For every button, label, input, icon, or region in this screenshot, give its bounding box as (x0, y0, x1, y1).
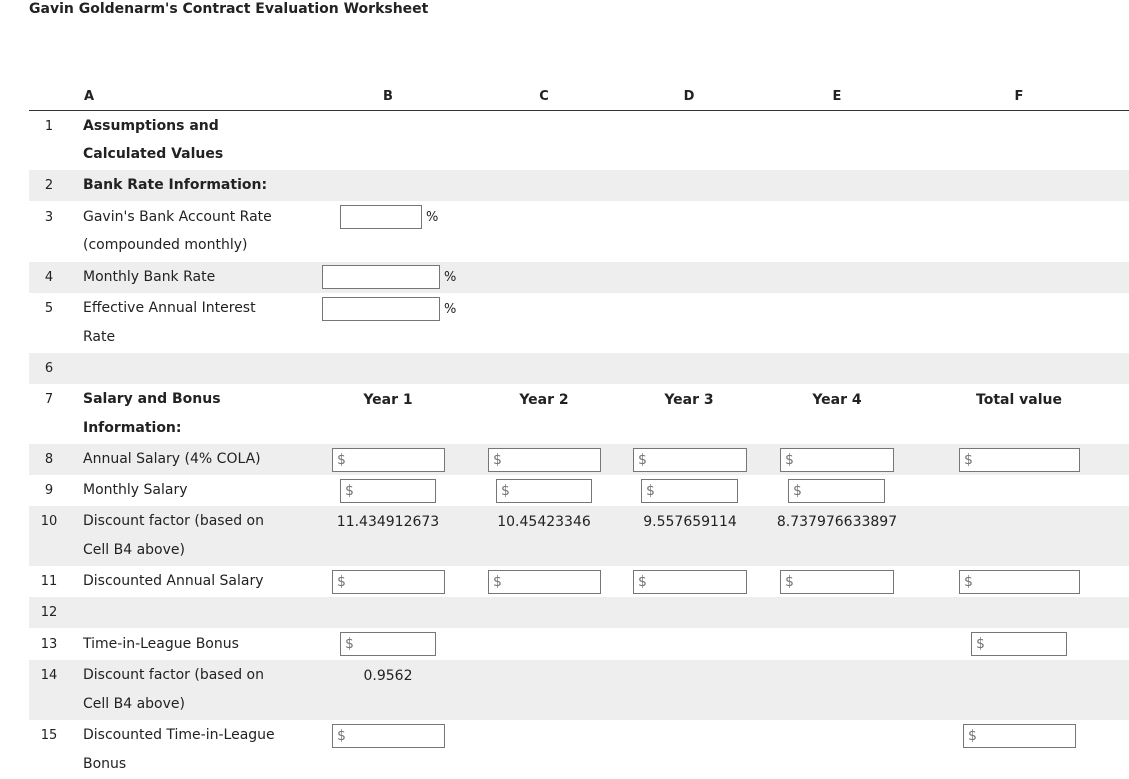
row-12 (29, 597, 1129, 628)
year-3-header: Year 3 (664, 392, 714, 408)
row-label: Discounted Time-in-League (83, 727, 275, 743)
row-label: Time-in-League Bonus (83, 636, 239, 652)
row-number: 12 (40, 605, 58, 620)
column-header-e: E (832, 89, 842, 104)
year-2-header: Year 2 (519, 392, 569, 408)
row-number: 14 (40, 668, 58, 683)
discounted-bonus-year1-input[interactable] (332, 724, 445, 748)
annual-salary-year3-input[interactable] (633, 448, 747, 472)
row-label-cont: Cell B4 above) (83, 696, 185, 712)
row-14 (29, 660, 1129, 720)
row-label: Monthly Salary (83, 482, 188, 498)
row-label: Monthly Bank Rate (83, 269, 216, 285)
row-4 (29, 262, 1129, 293)
row-number: 13 (40, 637, 58, 652)
row-number: 3 (44, 210, 54, 225)
row-label: Salary and Bonus (83, 391, 221, 407)
row-7 (29, 384, 1129, 444)
annual-salary-year2-input[interactable] (488, 448, 601, 472)
row-9 (29, 475, 1129, 506)
row-label-cont: Rate (83, 329, 116, 345)
column-header-d: D (683, 89, 695, 104)
year-1-header: Year 1 (363, 392, 413, 408)
row-label-cont: Calculated Values (83, 146, 224, 162)
discounted-bonus-total-input[interactable] (963, 724, 1076, 748)
monthly-salary-year1-input[interactable] (340, 479, 436, 503)
row-label: Effective Annual Interest (83, 300, 256, 316)
discounted-salary-year1-input[interactable] (332, 570, 445, 594)
row-11 (29, 566, 1129, 597)
monthly-bank-rate-input[interactable] (322, 265, 440, 289)
percent-sign: % (426, 210, 439, 225)
row-number: 7 (44, 392, 54, 407)
row-2 (29, 170, 1129, 201)
column-header-c: C (539, 89, 549, 104)
row-label-cont: Information: (83, 420, 182, 436)
year-4-header: Year 4 (812, 392, 862, 408)
row-10 (29, 506, 1129, 566)
row-8 (29, 444, 1129, 475)
header-divider (29, 110, 1129, 111)
percent-sign: % (444, 302, 457, 317)
time-in-league-bonus-year1-input[interactable] (340, 632, 436, 656)
row-number: 4 (44, 270, 54, 285)
annual-salary-year1-input[interactable] (332, 448, 445, 472)
column-header-f: F (1014, 89, 1024, 104)
annual-salary-total-input[interactable] (959, 448, 1080, 472)
discount-factor-year1: 11.434912673 (336, 514, 440, 530)
row-number: 5 (44, 301, 54, 316)
monthly-salary-year3-input[interactable] (641, 479, 738, 503)
discount-factor-year4: 8.737976633897 (776, 514, 898, 530)
row-number: 15 (40, 728, 58, 743)
row-label: Discounted Annual Salary (83, 573, 264, 589)
row-number: 2 (44, 178, 54, 193)
column-header-b: B (383, 89, 393, 104)
row-number: 1 (44, 119, 54, 134)
row-number: 8 (44, 452, 54, 467)
row-label: Discount factor (based on (83, 513, 264, 529)
row-number: 6 (44, 361, 54, 376)
discounted-salary-year3-input[interactable] (633, 570, 747, 594)
discount-factor-year2: 10.45423346 (497, 514, 591, 530)
row-label-cont: Cell B4 above) (83, 542, 185, 558)
row-label: Discount factor (based on (83, 667, 264, 683)
bonus-discount-factor: 0.9562 (363, 668, 413, 684)
page-title: Gavin Goldenarm's Contract Evaluation Worksheet (29, 1, 429, 17)
percent-sign: % (444, 270, 457, 285)
row-6 (29, 353, 1129, 384)
annual-salary-year4-input[interactable] (780, 448, 894, 472)
total-value-header: Total value (976, 392, 1062, 408)
row-1 (29, 112, 1129, 170)
discounted-salary-year4-input[interactable] (780, 570, 894, 594)
row-label: Annual Salary (4% COLA) (83, 451, 261, 467)
bank-account-rate-input[interactable] (340, 205, 422, 229)
row-label: Bank Rate Information: (83, 177, 268, 193)
discount-factor-year3: 9.557659114 (643, 514, 737, 530)
column-header-a: A (83, 89, 95, 104)
row-number: 10 (40, 514, 58, 529)
monthly-salary-year2-input[interactable] (496, 479, 592, 503)
row-label: Assumptions and (83, 118, 219, 134)
row-5 (29, 293, 1129, 353)
monthly-salary-year4-input[interactable] (788, 479, 885, 503)
row-15 (29, 720, 1129, 778)
row-13 (29, 628, 1129, 660)
row-3 (29, 201, 1129, 262)
discounted-salary-total-input[interactable] (959, 570, 1080, 594)
effective-annual-rate-input[interactable] (322, 297, 440, 321)
discounted-salary-year2-input[interactable] (488, 570, 601, 594)
time-in-league-bonus-total-input[interactable] (971, 632, 1067, 656)
row-label-cont: (compounded monthly) (83, 237, 248, 253)
row-label: Gavin's Bank Account Rate (83, 209, 272, 225)
row-label-cont: Bonus (83, 756, 127, 772)
row-number: 11 (40, 574, 58, 589)
row-number: 9 (44, 483, 54, 498)
